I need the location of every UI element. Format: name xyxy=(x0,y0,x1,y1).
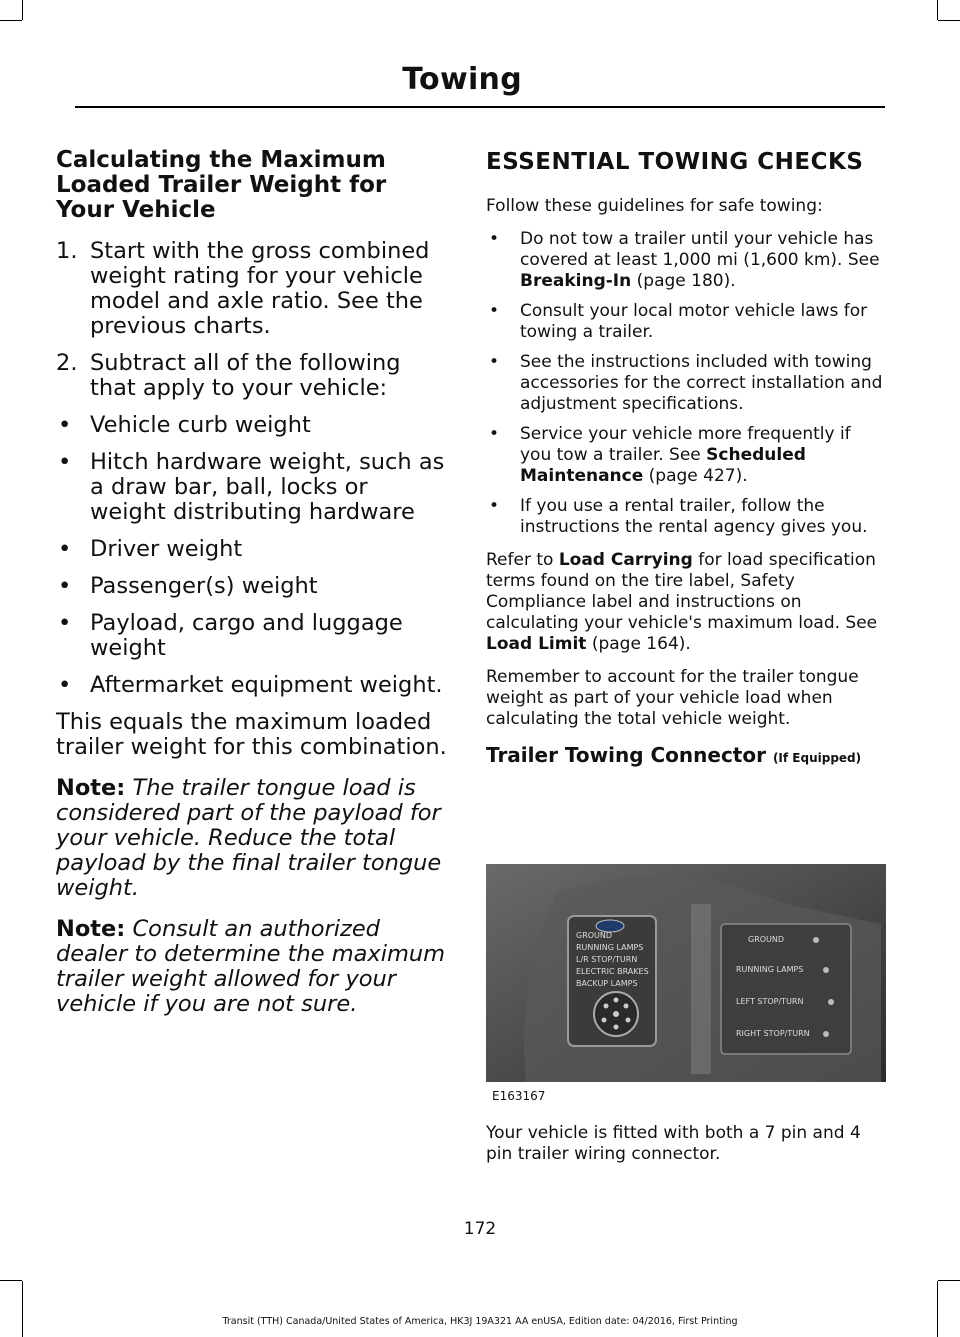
pin-label: GROUND xyxy=(748,935,785,944)
crop-mark xyxy=(0,1280,22,1281)
list-text: Do not tow a trailer until your vehicle has covered at least 1,000 mi (1,600 km). See xyxy=(520,229,880,270)
list-text: Service your vehicle more frequently if you tow a trailer. See xyxy=(520,424,851,465)
right-column xyxy=(486,148,886,771)
tongue-weight-paragraph: Remember to account for the trailer tongue weight as part of your vehicle load when calculating the total vehicle weight. xyxy=(486,667,859,729)
step-number: 1. xyxy=(56,238,78,264)
steps-list xyxy=(56,239,448,401)
step-item xyxy=(56,239,448,339)
connector-heading xyxy=(486,742,886,771)
pin-label: RUNNING LAMPS xyxy=(576,943,644,952)
result-paragraph: This equals the maximum loaded trailer weight for this combination. xyxy=(56,709,447,760)
para-text: Refer to xyxy=(486,550,554,570)
right-heading: ESSENTIAL TOWING CHECKS xyxy=(486,149,864,175)
crop-mark xyxy=(22,1281,23,1337)
step-number: 2. xyxy=(56,350,78,376)
note-tongue-load xyxy=(56,776,448,901)
pin-label: L/R STOP/TURN xyxy=(576,955,638,964)
list-item xyxy=(486,229,886,292)
list-item: • Aftermarket equipment weight. xyxy=(56,673,448,698)
cross-reference-link[interactable]: Load Carrying xyxy=(558,550,693,570)
left-column xyxy=(56,148,448,1033)
cross-reference-link[interactable]: Load Limit xyxy=(486,634,587,654)
pin-label: LEFT STOP/TURN xyxy=(736,997,804,1006)
list-item: • Consult your local motor vehicle laws for towing a trailer. xyxy=(486,301,886,343)
list-item: • Hitch hardware weight, such as a draw bar, ball, locks or weight distributing hardware xyxy=(56,450,448,525)
load-paragraph xyxy=(486,550,886,655)
crop-mark xyxy=(938,1280,960,1281)
crop-mark xyxy=(22,0,23,20)
pin-label: GROUND xyxy=(576,931,613,940)
left-heading: Calculating the Maximum Loaded Trailer Weight for Your Vehicle xyxy=(56,147,387,223)
list-item: • Vehicle curb weight xyxy=(56,413,448,438)
step-text: Start with the gross combined weight rating for your vehicle model and axle ratio. See the previous charts. xyxy=(90,238,430,339)
page-reference: (page 164). xyxy=(591,634,691,654)
figure-id: E163167 xyxy=(492,1089,546,1103)
checks-list xyxy=(486,229,886,538)
page-reference: (page 180). xyxy=(636,271,736,291)
connector-figure xyxy=(486,864,886,1082)
page-number: 172 xyxy=(463,1219,497,1239)
weights-list xyxy=(56,413,448,698)
list-item: • Driver weight xyxy=(56,537,448,562)
list-item: • See the instructions included with towing accessories for the correct installation and adjustment specifications. xyxy=(486,352,886,415)
note-label: Note: xyxy=(56,916,126,942)
subheading-text: Trailer Towing Connector xyxy=(486,743,766,767)
pin-label: BACKUP LAMPS xyxy=(576,979,638,988)
figure-caption: Your vehicle is fitted with both a 7 pin and 4 pin trailer wiring connector. xyxy=(486,1123,861,1164)
pin-label: RIGHT STOP/TURN xyxy=(736,1029,810,1038)
step-text: Subtract all of the following that apply to your vehicle: xyxy=(90,350,401,401)
note-text: The trailer tongue load is considered part of the payload for your vehicle. Reduce the total payload by the final trailer tongue weight. xyxy=(56,775,442,901)
list-item: • If you use a rental trailer, follow the instructions the rental agency gives you. xyxy=(486,496,886,538)
connector-illustration xyxy=(486,864,886,1082)
note-dealer xyxy=(56,917,448,1017)
pin-label: ELECTRIC BRAKES xyxy=(576,967,649,976)
crop-mark xyxy=(0,20,22,21)
list-item xyxy=(486,424,886,487)
footer-text: Transit (TTH) Canada/United States of America, HK3J 19A321 AA enUSA, Edition date: 04/2016, First Printing xyxy=(222,1316,738,1327)
list-item: • Passenger(s) weight xyxy=(56,574,448,599)
cross-reference-link[interactable]: Breaking-In xyxy=(520,271,632,291)
header-rule xyxy=(75,106,885,108)
note-label: Note: xyxy=(56,775,126,801)
section-title: Towing xyxy=(402,62,522,97)
cross-reference-link[interactable]: Scheduled Maintenance xyxy=(520,445,806,486)
para-text: for load specification terms found on the tire label, Safety Compliance label and instructions on calculating your vehicle's maximum load. See xyxy=(486,550,878,633)
step-item xyxy=(56,351,448,401)
pin-label: RUNNING LAMPS xyxy=(736,965,804,974)
page-reference: (page 427). xyxy=(648,466,748,486)
crop-mark xyxy=(938,20,960,21)
intro-paragraph: Follow these guidelines for safe towing: xyxy=(486,196,823,216)
crop-mark xyxy=(937,0,938,20)
crop-mark xyxy=(937,1281,938,1337)
equipped-tag: (If Equipped) xyxy=(772,751,862,765)
list-item: • Payload, cargo and luggage weight xyxy=(56,611,448,661)
note-text: Consult an authorized dealer to determine the maximum trailer weight allowed for your vehicle if you are not sure. xyxy=(56,916,446,1017)
